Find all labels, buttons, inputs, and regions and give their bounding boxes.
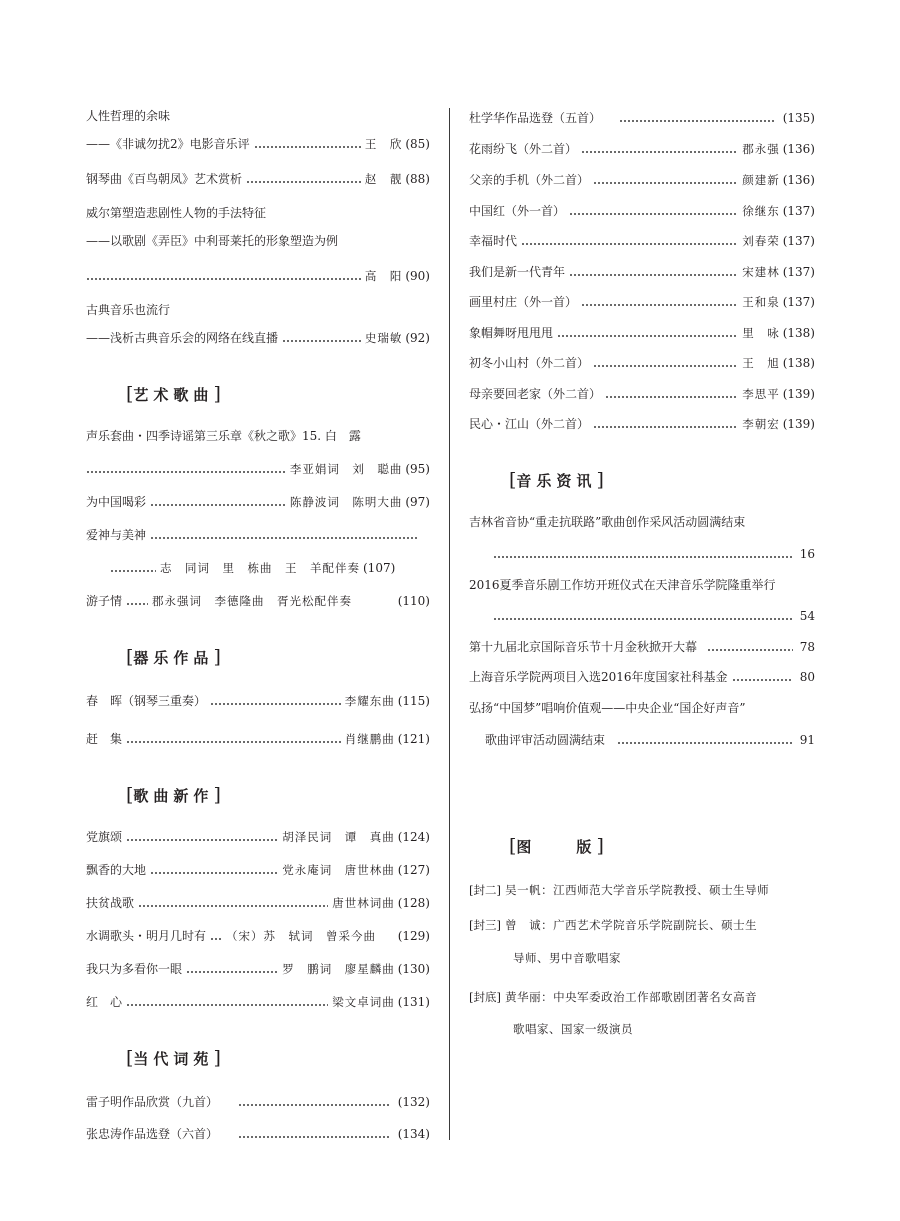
toc-entry[interactable]: 扶贫战歌 唐世林词曲 (128) — [86, 893, 430, 913]
toc-entry-title[interactable]: 人性哲理的余味 — [86, 109, 171, 123]
dot-leader — [581, 292, 738, 312]
dot-leader — [210, 926, 222, 946]
dot-leader — [707, 637, 793, 657]
toc-entry[interactable]: 第十九届北京国际音乐节十月金秋掀开大幕 78 — [469, 637, 815, 657]
dot-leader — [569, 262, 738, 282]
dot-leader — [593, 353, 738, 373]
toc-entry[interactable]: 民心・江山（外二首） 李朝宏 (139) — [469, 414, 815, 434]
dot-leader — [732, 667, 793, 687]
toc-entry[interactable]: 歌曲评审活动圆满结束 91 — [485, 730, 815, 750]
toc-entry[interactable]: 赶 集 肖继鹏曲 (121) — [86, 729, 430, 749]
dot-leader — [186, 959, 278, 979]
dot-leader — [557, 323, 738, 343]
dot-leader — [110, 558, 156, 578]
dot-leader — [210, 691, 341, 711]
section-heading: [图 版] — [509, 835, 604, 857]
toc-entry-title[interactable]: 声乐套曲・四季诗谣第三乐章《秋之歌》15. 白 露 — [86, 429, 361, 443]
plate-entry[interactable]: [封底] 黄华丽：中央军委政治工作部歌剧团著名女高音 — [469, 990, 758, 1004]
dot-leader — [493, 544, 793, 564]
toc-entry[interactable]: 雷子明作品欣赏（九首） (132) — [86, 1092, 430, 1112]
toc-entry[interactable]: 为中国喝彩 陈静波词 陈明大曲 (97) — [86, 492, 430, 512]
dot-leader — [605, 384, 738, 404]
dot-leader — [493, 606, 793, 626]
plate-entry-continued: 导师、男中音歌唱家 — [513, 951, 621, 965]
dot-leader — [150, 525, 418, 545]
dot-leader — [126, 729, 341, 749]
toc-entry[interactable]: 高 阳 (90) — [86, 266, 430, 286]
dot-leader — [238, 1092, 391, 1112]
dot-leader — [150, 860, 278, 880]
toc-entry[interactable]: 54 — [493, 606, 815, 626]
plate-entry-continued: 歌唱家、国家一级演员 — [513, 1022, 633, 1036]
toc-entry-title[interactable]: 2016夏季音乐剧工作坊开班仪式在天津音乐学院隆重举行 — [469, 578, 776, 592]
section-heading: [艺术歌曲] — [126, 383, 221, 405]
dot-leader — [617, 730, 793, 750]
section-heading: [当代词苑] — [126, 1047, 221, 1069]
toc-entry[interactable]: 16 — [493, 544, 815, 564]
toc-entry[interactable]: 春 晖（钢琴三重奏） 李耀东曲 (115) — [86, 691, 430, 711]
toc-entry-subtitle: ——以歌剧《弄臣》中利哥莱托的形象塑造为例 — [86, 234, 339, 248]
toc-entry[interactable]: 水调歌头・明月几时有 （宋）苏 轼词 曾采今曲 (129) — [86, 926, 430, 946]
toc-entry-title[interactable]: 爱神与美神 — [86, 525, 422, 545]
toc-entry[interactable]: 杜学华作品选登（五首） (135) — [469, 108, 815, 128]
toc-entry[interactable]: 红 心 梁文卓词曲 (131) — [86, 992, 430, 1012]
toc-entry[interactable]: 党旗颂 胡泽民词 谭 真曲 (124) — [86, 827, 430, 847]
toc-entry[interactable]: ——浅析古典音乐会的网络在线直播 史瑞敏 (92) — [86, 328, 430, 348]
dot-leader — [246, 169, 361, 189]
toc-entry[interactable]: 花雨纷飞（外二首） 郡永强 (136) — [469, 139, 815, 159]
toc-entry[interactable]: 象帽舞呀甩甩甩 里 咏 (138) — [469, 323, 815, 343]
section-heading: [音乐资讯] — [509, 469, 604, 491]
dot-leader — [569, 201, 738, 221]
dot-leader — [238, 1124, 391, 1144]
dot-leader — [126, 992, 328, 1012]
toc-entry[interactable]: 母亲要回老家（外二首） 李思平 (139) — [469, 384, 815, 404]
toc-entry[interactable]: 中国红（外一首） 徐继东 (137) — [469, 201, 815, 221]
toc-entry[interactable]: 飘香的大地 党永庵词 唐世林曲 (127) — [86, 860, 430, 880]
dot-leader — [521, 231, 738, 251]
dot-leader — [126, 827, 278, 847]
toc-entry[interactable]: 父亲的手机（外二首） 颜建新 (136) — [469, 170, 815, 190]
dot-leader — [581, 139, 738, 159]
dot-leader — [126, 591, 148, 611]
dot-leader — [593, 170, 738, 190]
toc-entry[interactable]: 初冬小山村（外二首） 王 旭 (138) — [469, 353, 815, 373]
toc-entry[interactable]: 游子情 郡永强词 李德隆曲 胥光松配伴奏 (110) — [86, 591, 430, 611]
dot-leader — [593, 414, 738, 434]
dot-leader — [150, 492, 286, 512]
plate-entry[interactable]: [封三] 曾 诚：广西艺术学院音乐学院副院长、硕士生 — [469, 918, 758, 932]
toc-entry[interactable]: 幸福时代 刘春荣 (137) — [469, 231, 815, 251]
dot-leader — [282, 328, 361, 348]
toc-entry[interactable]: ——《非诚勿扰2》电影音乐评 王 欣 (85) — [86, 134, 430, 154]
toc-entry[interactable]: 志 同词 里 栋曲 王 羊配伴奏 (107) — [110, 558, 430, 578]
toc-entry[interactable]: 张忠涛作品选登（六首） (134) — [86, 1124, 430, 1144]
plate-entry[interactable]: [封二] 吴一帆：江西师范大学音乐学院教授、硕士生导师 — [469, 883, 770, 897]
dot-leader — [254, 134, 361, 154]
toc-entry[interactable]: 上海音乐学院两项目入选2016年度国家社科基金 80 — [469, 667, 815, 687]
dot-leader — [86, 266, 361, 286]
toc-entry-title[interactable]: 吉林省音协“重走抗联路”歌曲创作采风活动圆满结束 — [469, 515, 746, 529]
toc-entry-title[interactable]: 威尔第塑造悲剧性人物的手法特征 — [86, 206, 267, 220]
toc-entry[interactable]: 李亚娟词 刘 聪曲 (95) — [86, 459, 430, 479]
column-divider — [449, 108, 450, 1140]
toc-entry-title[interactable]: 古典音乐也流行 — [86, 303, 171, 317]
dot-leader — [86, 459, 286, 479]
dot-leader — [138, 893, 328, 913]
toc-entry[interactable]: 钢琴曲《百鸟朝凤》艺术赏析 赵 靓 (88) — [86, 169, 430, 189]
toc-entry[interactable]: 我只为多看你一眼 罗 鹏词 廖星麟曲 (130) — [86, 959, 430, 979]
section-heading: [歌曲新作] — [126, 784, 221, 806]
toc-entry-title[interactable]: 弘扬“中国梦”唱响价值观——中央企业“国企好声音” — [469, 701, 746, 715]
toc-entry[interactable]: 我们是新一代青年 宋建林 (137) — [469, 262, 815, 282]
toc-entry[interactable]: 画里村庄（外一首） 王和泉 (137) — [469, 292, 815, 312]
dot-leader — [619, 108, 776, 128]
section-heading: [器乐作品] — [126, 646, 221, 668]
